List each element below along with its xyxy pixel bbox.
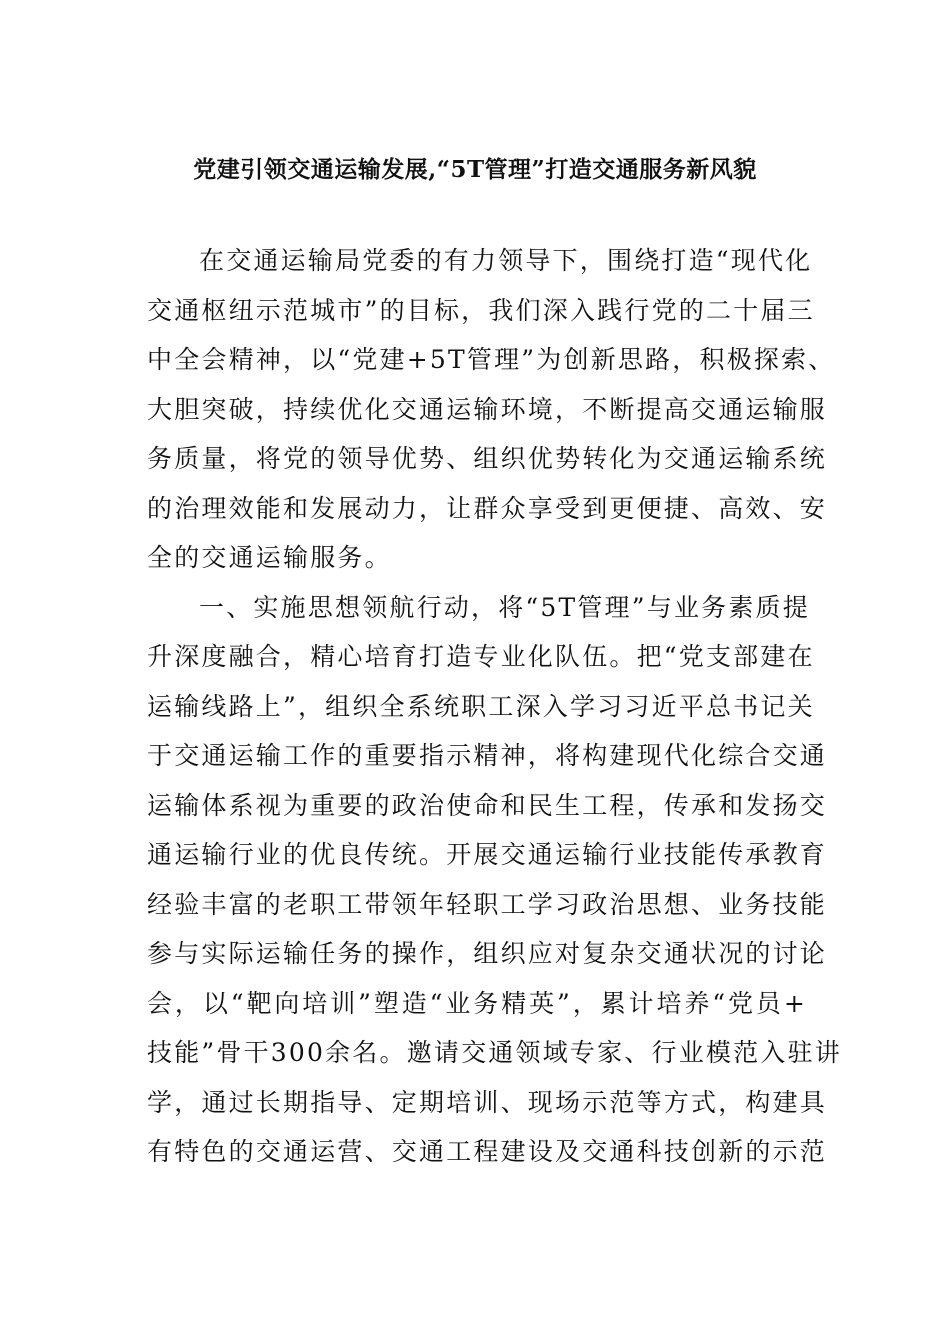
text-line: 有特色的交通运营、交通工程建设及交通科技创新的示范 (147, 1137, 828, 1166)
text-line: 交通枢纽示范城市”的目标，我们深入践行党的二十届三 (147, 295, 815, 325)
text-line: 于交通运输工作的重要指示精神，将构建现代化综合交通 (147, 741, 828, 770)
text-line: 中全会精神，以“党建+5T管理”为创新思路，积极探索、 (147, 345, 836, 374)
paragraph-section-1 (147, 583, 842, 1177)
text-line: 运输体系视为重要的政治使命和民生工程，传承和发扬交 (147, 790, 828, 820)
text-line: 经验丰富的老职工带领年轻职工学习政治思想、业务技能 (147, 889, 828, 919)
text-line: 务质量，将党的领导优势、组织优势转化为交通运输系统 (147, 444, 828, 473)
paragraph-intro (147, 236, 836, 583)
text-line: 学，通过长期指导、定期培训、现场示范等方式，构建具 (147, 1087, 828, 1117)
text-line: 一、实施思想领航行动，将“5T管理”与业务素质提 (199, 592, 810, 622)
text-line: 的治理效能和发展动力，让群众享受到更便捷、高效、安 (147, 493, 828, 523)
text-line: 运输线路上”，组织全系统职工深入学习习近平总书记关 (147, 691, 815, 721)
text-line: 在交通运输局党委的有力领导下，围绕打造“现代化 (199, 246, 813, 275)
document-body (147, 236, 842, 1177)
text-line: 升深度融合，精心培育打造专业化队伍。把“党支部建在 (147, 642, 815, 671)
text-line: 全的交通运输服务。 (147, 543, 392, 572)
document-title: 党建引领交通运输发展,“5T管理”打造交通服务新风貌 (193, 156, 757, 183)
text-line: 会，以“靶向培训”塑造“业务精英”，累计培养“党员+ (147, 988, 807, 1018)
text-line: 参与实际运输任务的操作，组织应对复杂交通状况的讨论 (147, 939, 828, 968)
text-line: 技能”骨干300余名。邀请交通领域专家、行业模范入驻讲 (147, 1038, 842, 1067)
text-line: 大胆突破，持续优化交通运输环境，不断提高交通运输服 (147, 394, 828, 424)
text-line: 通运输行业的优良传统。开展交通运输行业技能传承教育 (147, 840, 828, 869)
